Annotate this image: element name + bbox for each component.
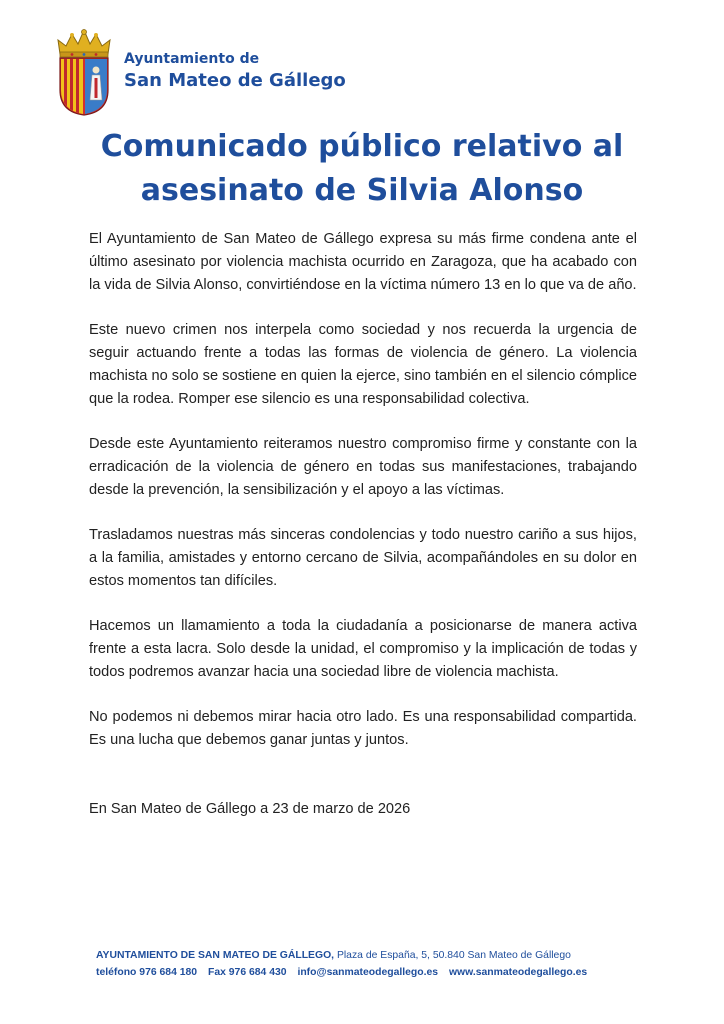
org-name-line-1: Ayuntamiento de: [124, 51, 260, 67]
place-and-date: En San Mateo de Gállego a 23 de marzo de 2026: [89, 801, 411, 817]
footer-address: Plaza de España, 5, 50.840 San Mateo de Gállego: [336, 950, 571, 961]
footer-address-line: [96, 947, 636, 964]
document-body: [89, 228, 637, 774]
paragraph: Hacemos un llamamiento a toda la ciudadanía a posicionarse de manera activa frente a esta lacra. Solo desde la unidad, el compromiso y la implicación de todas y todos podremos avanzar hacia una sociedad libre de violencia machista.: [89, 618, 637, 680]
paragraph: No podemos ni debemos mirar hacia otro lado. Es una responsabilidad compartida. Es una lucha que debemos ganar juntas y juntos.: [89, 709, 637, 748]
footer-phone: teléfono 976 684 180: [96, 967, 198, 978]
footer: [96, 947, 636, 981]
document-title: Comunicado público relativo al asesinato de Silvia Alonso: [100, 129, 624, 208]
paragraph: Trasladamos nuestras más sinceras condolencias y todo nuestro cariño a sus hijos, a la familia, amistades y entorno cercano de Silvia, acompañándoles en su dolor en estos momentos tan difíciles.: [89, 527, 637, 589]
footer-email-link[interactable]: info@sanmateodegallego.es: [297, 967, 439, 978]
footer-website-link[interactable]: www.sanmateodegallego.es: [448, 967, 588, 978]
footer-contact-line: [96, 964, 636, 981]
paragraph: Desde este Ayuntamiento reiteramos nuestro compromiso firme y constante con la erradicación de la violencia de género en todas sus manifestaciones, trabajando desde la prevención, la sensibilización y el apoyo a las víctimas.: [89, 436, 637, 498]
footer-fax: Fax 976 684 430: [207, 967, 287, 978]
organization-name: [124, 50, 346, 94]
paragraph: El Ayuntamiento de San Mateo de Gállego expresa su más firme condena ante el último asesinato por violencia machista ocurrido en Zaragoza, que ha acabado con la vida de Silvia Alonso, convirtiéndose en la víctima número 13 en lo que va de año.: [89, 231, 637, 293]
municipal-coat-of-arms-icon: [52, 28, 116, 116]
paragraph: Este nuevo crimen nos interpela como sociedad y nos recuerda la urgencia de seguir actuando frente a todas las formas de violencia de género. La violencia machista no solo se sostiene en quien la ejerce, sino también en el silencio cómplice que la rodea. Romper ese silencio es una responsabilidad colectiva.: [89, 322, 637, 407]
org-name-line-2: San Mateo de Gállego: [124, 70, 346, 91]
footer-org-name: AYUNTAMIENTO DE SAN MATEO DE GÁLLEGO,: [96, 950, 335, 961]
